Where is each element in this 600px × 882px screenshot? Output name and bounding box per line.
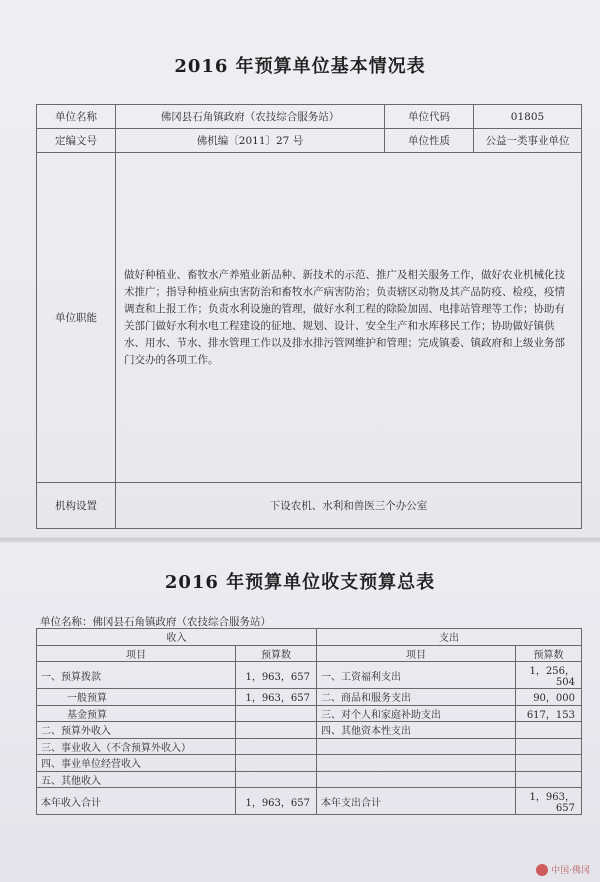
- expense-amount: 1，256，504: [516, 662, 582, 689]
- doc-no-label: 定编文号: [37, 129, 116, 153]
- income-item: 一、预算拨款: [37, 662, 236, 689]
- income-amount: [236, 738, 317, 755]
- income-header: 收入: [37, 629, 317, 646]
- unit-name-label: 单位名称: [37, 105, 116, 129]
- total-expense-label: 本年支出合计: [317, 788, 516, 815]
- org-label: 机构设置: [37, 483, 116, 529]
- income-amount: [236, 771, 317, 788]
- budget-title: 2016 年预算单位收支预算总表: [164, 572, 436, 593]
- table-row: [37, 788, 582, 815]
- income-amount: [236, 722, 317, 739]
- total-income-label: 本年收入合计: [37, 788, 236, 815]
- function-text: 做好种植业、畜牧水产养殖业新品种、新技术的示范、推广及相关服务工作，做好农业机械化技术推广；指导种植业病虫害防治和畜牧水产病害防治；负责辖区动物及其产品防疫、检疫，疫情调查和上报工作；负责水利设施的管理，做好水利工程的除险加固、电排站管理等工作；协助有关部门做好水利水电工程建设的征地、规划、设计、安全生产和水库移民工作；协助做好镇供水、用水、节水、排水管理工作以及排水排污管网维护和管理；完成镇委、镇政府和上级业务部门交办的各项工作。: [116, 153, 582, 483]
- total-income-amount: 1，963，657: [236, 788, 317, 815]
- income-amount: [236, 705, 317, 722]
- expense-amount: 617，153: [516, 705, 582, 722]
- table-row: [37, 705, 582, 722]
- expense-amount: [516, 755, 582, 772]
- table-row: [37, 755, 582, 772]
- nature-value: 公益一类事业单位: [474, 129, 582, 153]
- unit-code-value: 01805: [474, 105, 582, 129]
- expense-item: 一、工资福利支出: [317, 662, 516, 689]
- expense-amount: [516, 738, 582, 755]
- income-item: 二、预算外收入: [37, 722, 236, 739]
- income-amount-col: 预算数: [236, 645, 317, 662]
- income-amount: 1，963，657: [236, 689, 317, 706]
- doc-no-value: 佛机编〔2011〕27 号: [116, 129, 385, 153]
- income-amount: [236, 755, 317, 772]
- table-row: [37, 129, 582, 153]
- table-row: [37, 722, 582, 739]
- income-item: 基金预算: [37, 705, 236, 722]
- basic-info-table: [36, 104, 582, 529]
- nature-label: 单位性质: [385, 129, 474, 153]
- expense-item: [317, 755, 516, 772]
- watermark-text: 中国·佛冈: [551, 866, 590, 876]
- page-fold: [0, 537, 600, 543]
- expense-header: 支出: [317, 629, 582, 646]
- unit-code-label: 单位代码: [385, 105, 474, 129]
- table-row: [37, 771, 582, 788]
- expense-amount: [516, 722, 582, 739]
- expense-amount: 90，000: [516, 689, 582, 706]
- expense-item: 三、对个人和家庭补助支出: [317, 705, 516, 722]
- total-expense-amount: 1，963，657: [516, 788, 582, 815]
- table-row: [37, 629, 582, 646]
- expense-item: 二、商品和服务支出: [317, 689, 516, 706]
- table-row: [37, 662, 582, 689]
- watermark: [536, 863, 590, 876]
- income-item: 四、事业单位经营收入: [37, 755, 236, 772]
- table-row: [37, 153, 582, 483]
- budget-table: [36, 628, 582, 815]
- expense-item: [317, 738, 516, 755]
- expense-amount-col: 预算数: [516, 645, 582, 662]
- income-item: 一般预算: [37, 689, 236, 706]
- expense-amount: [516, 771, 582, 788]
- income-amount: 1，963，657: [236, 662, 317, 689]
- watermark-logo-icon: [536, 864, 548, 876]
- income-item-col: 项目: [37, 645, 236, 662]
- table-row: [37, 105, 582, 129]
- expense-item: 四、其他资本性支出: [317, 722, 516, 739]
- table-row: [37, 483, 582, 529]
- income-item: 三、事业收入（不含预算外收入）: [37, 738, 236, 755]
- expense-item-col: 项目: [317, 645, 516, 662]
- table-row: [37, 738, 582, 755]
- budget-unit-line: 单位名称：佛冈县石角镇政府（农技综合服务站）: [40, 616, 271, 628]
- table-row: [37, 689, 582, 706]
- table-row: [37, 645, 582, 662]
- org-text: 下设农机、水利和兽医三个办公室: [116, 483, 582, 529]
- expense-item: [317, 771, 516, 788]
- income-item: 五、其他收入: [37, 771, 236, 788]
- unit-name-value: 佛冈县石角镇政府（农技综合服务站）: [116, 105, 385, 129]
- function-label: 单位职能: [37, 153, 116, 483]
- basic-info-title: 2016 年预算单位基本情况表: [174, 56, 426, 77]
